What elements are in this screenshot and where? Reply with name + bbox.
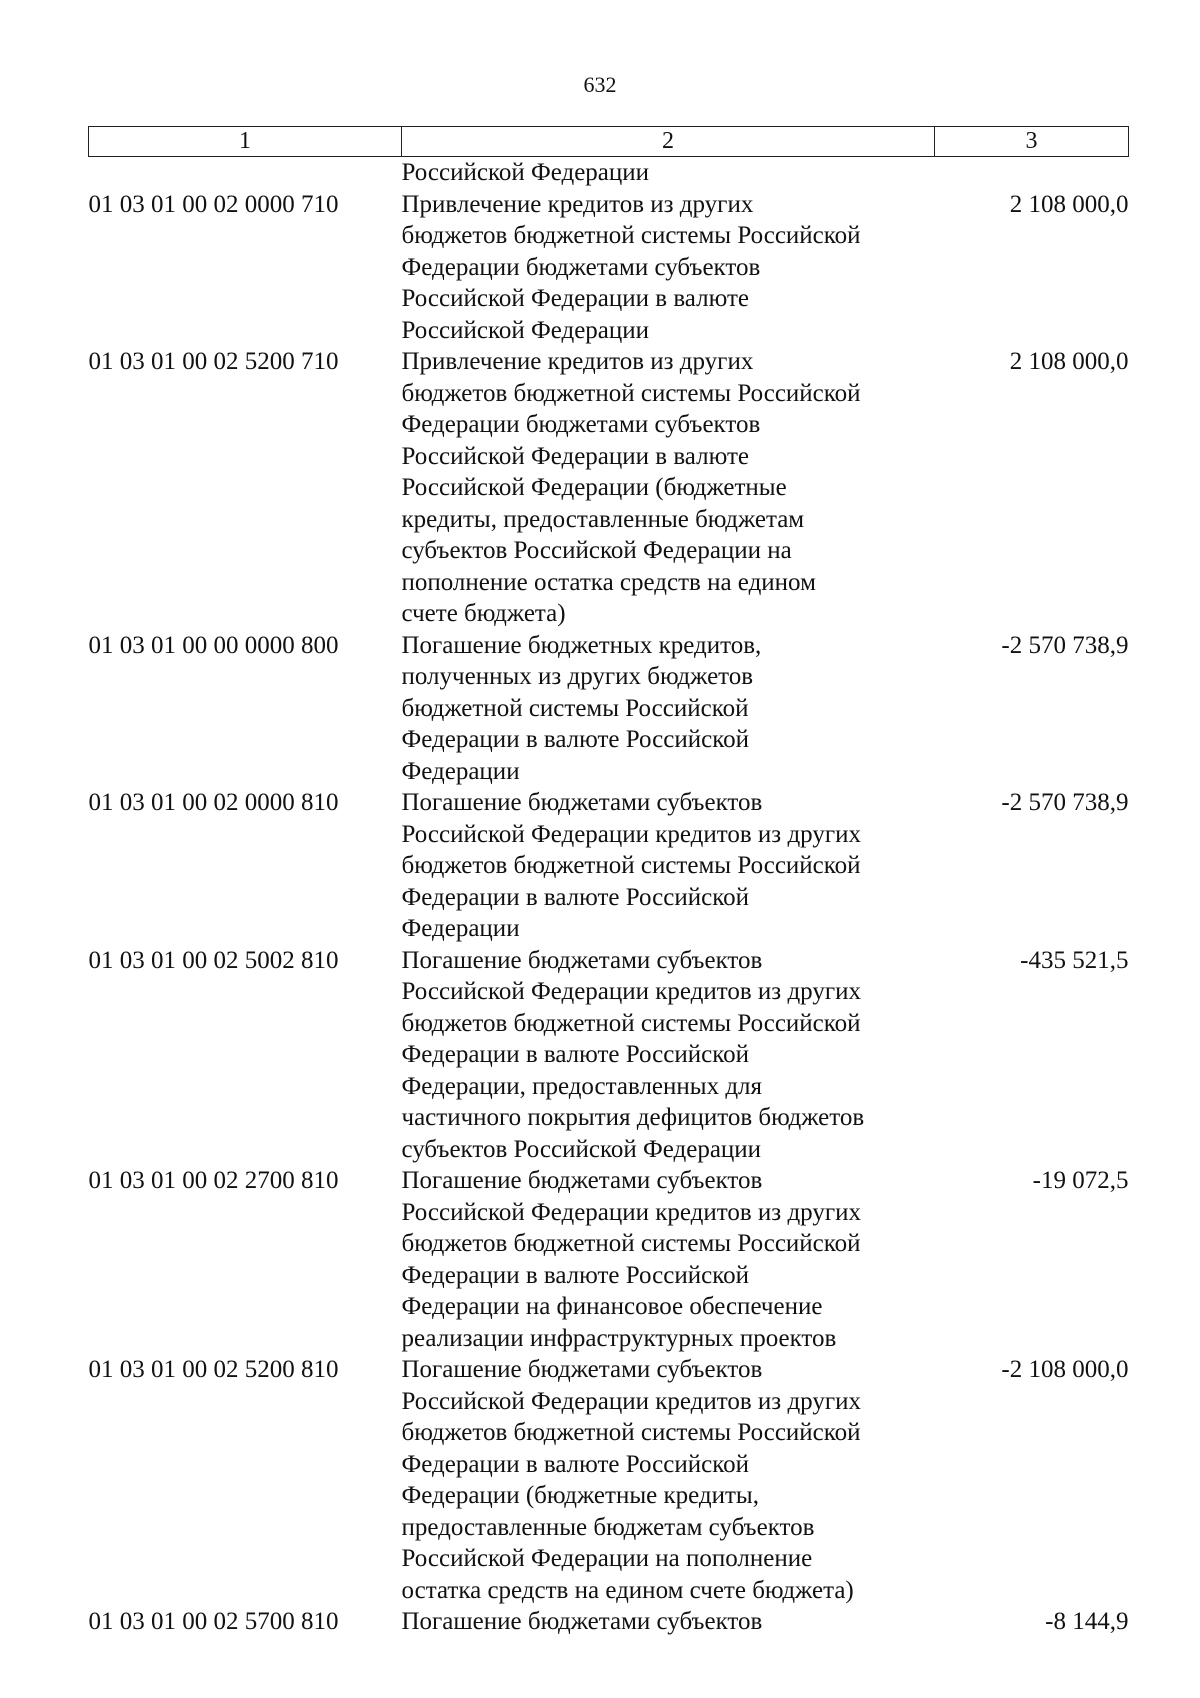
- description-line: Российской Федерации на пополнение: [401, 1545, 813, 1572]
- description-line: Российской Федерации кредитов из других: [401, 1198, 861, 1226]
- column-header-description: 2: [402, 127, 935, 157]
- description-line: Федерации бюджетами субъектов: [401, 411, 761, 438]
- page-number: 632: [583, 72, 617, 97]
- row-description: [402, 945, 935, 1166]
- column-header-code: 1: [89, 127, 402, 157]
- description-line: бюджетной системы Российской: [401, 694, 749, 722]
- header-row: [89, 127, 1129, 157]
- description-line: Погашение бюджетами субъектов: [401, 789, 763, 816]
- description-line: частичного покрытия дефицитов бюджетов: [401, 1104, 865, 1131]
- row-code: 01 03 01 00 02 2700 810: [88, 1167, 339, 1194]
- description-line: бюджетов бюджетной системы Российской: [401, 1009, 861, 1037]
- description-line: Привлечение кредитов из других: [401, 190, 754, 218]
- description-line: бюджетов бюджетной системы Российской: [401, 222, 861, 249]
- description-line: Федерации (бюджетные кредиты,: [401, 1482, 759, 1509]
- description-line: предоставленные бюджетам субъектов: [401, 1513, 815, 1541]
- description-line: Погашение бюджетами субъектов: [401, 1608, 763, 1635]
- row-amount: -2 570 738,9: [1001, 631, 1129, 659]
- table-row: [89, 945, 1129, 1166]
- table-row: [89, 157, 1129, 189]
- description-line: пополнение остатка средств на едином: [401, 568, 816, 596]
- row-amount: -2 570 738,9: [1001, 789, 1129, 816]
- description-line: Федерации на финансовое обеспечение: [401, 1293, 823, 1320]
- row-amount: -8 144,9: [1045, 1608, 1129, 1635]
- row-code: 01 03 01 00 00 0000 800: [88, 631, 339, 659]
- budget-table: [88, 126, 1129, 1638]
- description-line: Федерации: [401, 757, 520, 785]
- description-line: Федерации в валюте Российской: [401, 883, 749, 911]
- description-line: бюджетов бюджетной системы Российской: [401, 852, 861, 879]
- description-line: Российской Федерации (бюджетные: [401, 474, 787, 501]
- column-header-amount: 3: [935, 127, 1129, 157]
- description-line: Федерации в валюте Российской: [401, 1041, 749, 1068]
- table-row: [89, 1354, 1129, 1606]
- description-line: Погашение бюджетных кредитов,: [401, 631, 762, 659]
- row-amount: [935, 157, 1129, 189]
- table-row: [89, 787, 1129, 945]
- row-description: [402, 346, 935, 630]
- row-amount: -2 108 000,0: [1001, 1356, 1129, 1383]
- row-code: 01 03 01 00 02 5200 710: [88, 348, 339, 375]
- table-header: [89, 127, 1129, 157]
- description-line: Российской Федерации: [401, 316, 650, 344]
- description-line: Федерации, предоставленных для: [401, 1072, 763, 1100]
- row-code: 01 03 01 00 02 5002 810: [88, 946, 339, 974]
- row-description: [402, 1606, 935, 1638]
- row-code: 01 03 01 00 02 0000 710: [88, 190, 339, 218]
- description-line: Федерации в валюте Российской: [401, 726, 749, 753]
- description-line: кредиты, предоставленные бюджетам: [401, 505, 805, 533]
- description-line: субъектов Российской Федерации: [401, 1135, 762, 1163]
- table-row: [89, 189, 1129, 347]
- table-row: [89, 1606, 1129, 1638]
- description-line: Российской Федерации кредитов из других: [401, 820, 861, 848]
- description-line: Федерации в валюте Российской: [401, 1450, 749, 1478]
- row-amount: 2 108 000,0: [1009, 348, 1129, 375]
- row-description: [402, 157, 935, 189]
- description-line: Федерации в валюте Российской: [401, 1261, 749, 1289]
- row-description: [402, 787, 935, 945]
- description-line: Погашение бюджетами субъектов: [401, 1356, 763, 1383]
- description-line: Российской Федерации: [401, 159, 650, 186]
- description-line: бюджетов бюджетной системы Российской: [401, 1419, 861, 1446]
- description-line: Федерации бюджетами субъектов: [401, 253, 761, 281]
- description-line: Погашение бюджетами субъектов: [401, 946, 763, 974]
- description-line: Российской Федерации в валюте: [401, 442, 749, 470]
- description-line: остатка средств на едином счете бюджета): [401, 1576, 854, 1604]
- row-amount: -19 072,5: [1032, 1167, 1129, 1194]
- description-line: счете бюджета): [401, 600, 566, 627]
- row-description: [402, 1165, 935, 1354]
- row-amount: 2 108 000,0: [1009, 190, 1129, 218]
- description-line: бюджетов бюджетной системы Российской: [401, 379, 861, 407]
- description-line: реализации инфраструктурных проектов: [401, 1324, 837, 1352]
- table-body: [89, 157, 1129, 1638]
- description-line: Погашение бюджетами субъектов: [401, 1167, 763, 1194]
- row-code: [89, 157, 402, 189]
- row-code: 01 03 01 00 02 5200 810: [88, 1356, 339, 1383]
- description-line: субъектов Российской Федерации на: [401, 537, 792, 564]
- description-line: Российской Федерации в валюте: [401, 285, 749, 312]
- description-line: Российской Федерации кредитов из других: [401, 1387, 861, 1415]
- row-amount: -435 521,5: [1020, 946, 1129, 974]
- description-line: полученных из других бюджетов: [401, 663, 754, 690]
- row-description: [402, 1354, 935, 1606]
- description-line: Федерации: [401, 915, 520, 942]
- table-row: [89, 630, 1129, 788]
- description-line: Привлечение кредитов из других: [401, 348, 754, 375]
- table-row: [89, 346, 1129, 630]
- table-row: [89, 1165, 1129, 1354]
- row-code: 01 03 01 00 02 0000 810: [88, 789, 339, 816]
- row-code: 01 03 01 00 02 5700 810: [88, 1608, 339, 1635]
- description-line: Российской Федерации кредитов из других: [401, 978, 861, 1005]
- description-line: бюджетов бюджетной системы Российской: [401, 1230, 861, 1257]
- row-description: [402, 189, 935, 347]
- row-description: [402, 630, 935, 788]
